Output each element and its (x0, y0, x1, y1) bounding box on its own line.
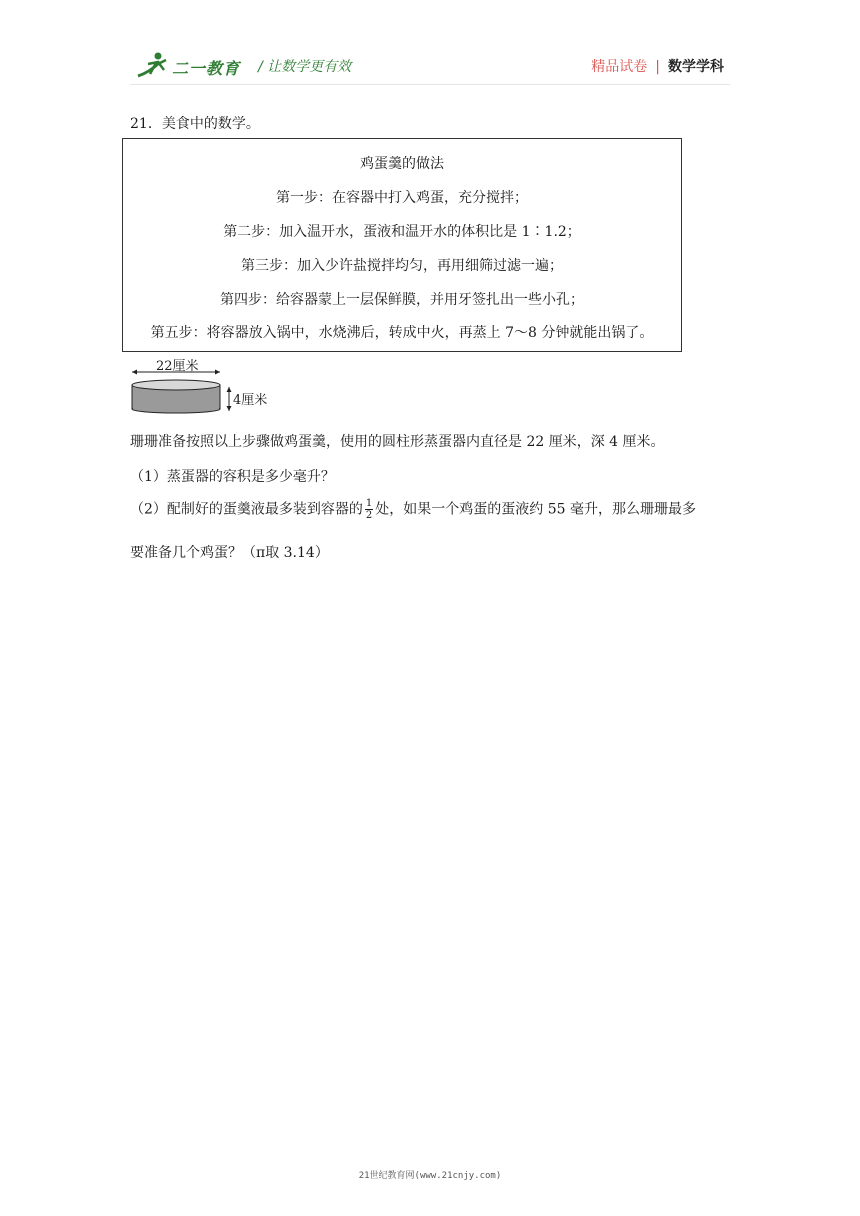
question-part-2-text: （2）配制好的蛋羹液最多装到容器的 (130, 501, 363, 518)
question-part-1: （1）蒸蛋器的容积是多少毫升？ (130, 469, 335, 485)
depth-label: 4厘米 (233, 393, 268, 408)
recipe-box (122, 138, 682, 352)
recipe-step: 第四步：给容器蒙上一层保鲜膜，并用牙签扎出一些小孔； (220, 292, 584, 308)
tag-subject: 数学学科 (668, 59, 724, 75)
question-intro: 珊珊准备按照以上步骤做鸡蛋羹，使用的圆柱形蒸蛋器内直径是 22 厘米，深 4 厘米。 (130, 434, 665, 450)
page-footer: 21世纪教育网(www.21cnjy.com) (358, 1171, 502, 1181)
recipe-step: 第三步：加入少许盐搅拌均匀，再用细筛过滤一遍； (241, 258, 563, 274)
fraction-one-half (365, 498, 373, 521)
recipe-step: 第五步：将容器放入锅中，水烧沸后，转成中火，再蒸上 7～8 分钟就能出锅了。 (150, 325, 654, 341)
question-part-2 (130, 498, 696, 521)
cylinder-figure (128, 355, 288, 415)
tag-separator: | (655, 59, 660, 75)
slogan: / 让数学更有效 (258, 59, 352, 75)
fraction-numerator: 1 (365, 498, 373, 509)
logo-text: 二一教育 (172, 59, 241, 78)
header-tags (591, 56, 724, 76)
question-part-2-text: 处，如果一个鸡蛋的蛋液约 55 毫升，那么珊珊最多 (375, 501, 696, 518)
tag-premium-paper: 精品试卷 (591, 59, 648, 75)
diameter-label: 22厘米 (156, 359, 199, 374)
recipe-step: 第二步：加入温开水，蛋液和温开水的体积比是 1∶1.2； (223, 224, 581, 240)
question-part-2-cont: 要准备几个鸡蛋？（π取 3.14） (130, 545, 329, 561)
recipe-step: 第一步：在容器中打入鸡蛋，充分搅拌； (276, 190, 528, 206)
question-title: 21．美食中的数学。 (130, 116, 260, 132)
fraction-denominator: 2 (365, 510, 373, 521)
recipe-title: 鸡蛋羹的做法 (360, 156, 444, 172)
page-header (0, 0, 860, 90)
header-divider (130, 84, 730, 85)
